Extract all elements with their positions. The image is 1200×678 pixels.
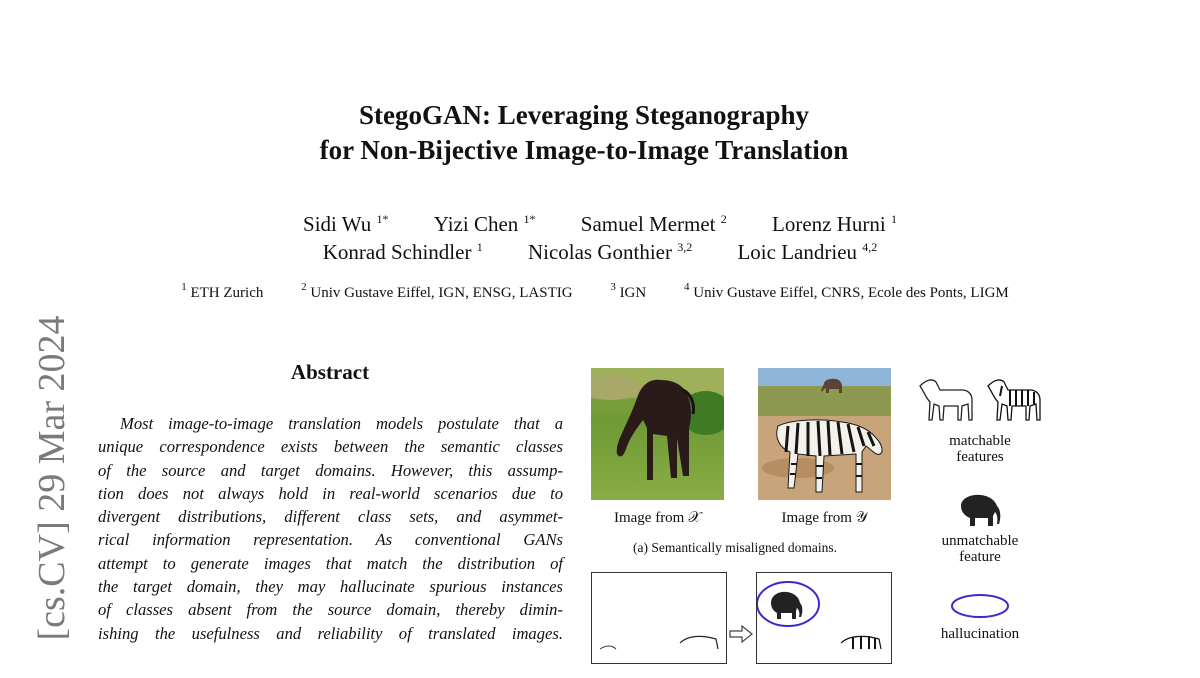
horse-photo xyxy=(591,368,724,500)
abstract-line: rical information representation. As conventional GANs xyxy=(98,530,563,550)
abstract-line: of classes absent from the source domain, thereby dimin- xyxy=(98,600,563,620)
sketch-box-output xyxy=(756,572,892,664)
hallucination-ellipse-icon xyxy=(950,594,1010,620)
legend-hallucination-label: hallucination xyxy=(940,626,1020,642)
abstract-line: attempt to generate images that match the distribution of xyxy=(98,553,563,573)
abstract-line: ishing the usefulness and reliability of translated images. xyxy=(98,623,563,643)
caption-image-y: Image from 𝒴 xyxy=(781,510,868,526)
author: Yizi Chen $^{1*}$ xyxy=(433,212,536,236)
abstract-body xyxy=(98,412,563,645)
caption-image-x: Image from 𝒳 xyxy=(613,510,702,526)
abstract-line: of the source and target domains. However, this assump- xyxy=(98,460,563,480)
arxiv-side-stamp: [cs.CV] 29 Mar 2024 xyxy=(31,315,73,641)
author: Konrad Schindler $^1$ xyxy=(322,240,483,264)
affiliation: $^2$ Univ Gustave Eiffel, IGN, ENSG, LASTIG xyxy=(301,281,573,301)
elephant-icon xyxy=(955,494,1003,528)
legend-matchable-label: matchable features xyxy=(949,433,1011,465)
abstract-line: the target domain, they may hallucinate spurious instances xyxy=(98,577,563,597)
legend-unmatchable-label: unmatchable feature xyxy=(941,533,1019,565)
paper-title xyxy=(0,98,1168,168)
abstract-line: unique correspondence exists between the semantic classes xyxy=(98,437,563,457)
author: Lorenz Hurni $^1$ xyxy=(772,212,897,236)
title-line-2: for Non-Bijective Image-to-Image Translation xyxy=(319,135,849,165)
affiliation: $^3$ IGN xyxy=(610,281,647,301)
author: Samuel Mermet $^2$ xyxy=(580,212,727,236)
affiliation: $^4$ Univ Gustave Eiffel, CNRS, Ecole des Ponts, LIGM xyxy=(683,281,1009,301)
subcaption-a: (a) Semantically misaligned domains. xyxy=(633,540,837,555)
matchable-features-illustration xyxy=(916,372,1046,426)
abstract-line: tion does not always hold in real-world scenarios due to xyxy=(98,483,563,503)
author: Sidi Wu $^{1*}$ xyxy=(303,212,389,236)
sketch-box-input xyxy=(591,572,727,664)
zebra-photo xyxy=(758,368,891,500)
author: Nicolas Gonthier $^{3,2}$ xyxy=(527,240,693,264)
authors-row-2 xyxy=(0,240,1200,265)
author: Loic Landrieu $^{4,2}$ xyxy=(737,240,878,264)
abstract-heading: Abstract xyxy=(290,360,370,384)
abstract-line: Most image-to-image translation models postulate that a xyxy=(120,414,563,433)
abstract-line: divergent distributions, different class sets, and asymmet- xyxy=(98,507,563,527)
arrow-right-icon xyxy=(728,624,754,644)
title-line-1: StegoGAN: Leveraging Steganography xyxy=(359,100,809,130)
authors-row-1 xyxy=(0,212,1200,237)
affiliations xyxy=(0,281,1190,302)
affiliation: $^1$ ETH Zurich xyxy=(181,281,264,301)
